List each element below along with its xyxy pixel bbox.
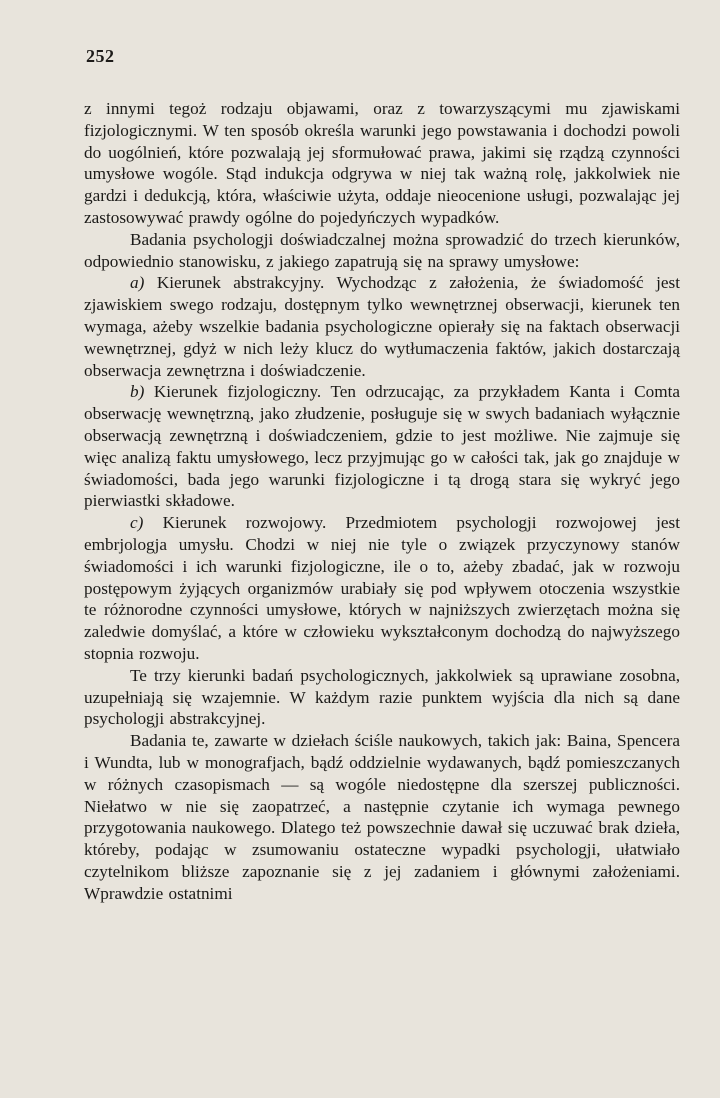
list-label-b: b) xyxy=(130,382,145,402)
body-text xyxy=(84,98,680,904)
paragraph-text: Kierunek abstrakcyjny. Wychodząc z założenia, że świadomość jest zjawiskiem swego rodzaju, dostępnym tylko wewnętrznej obserwacji, kierunek ten wymaga, ażeby wszelkie badania psychologiczne opierały się na faktach obserwacji wewnętrznej, gdyż w nich leży klucz do wytłumaczenia faktów, jakich dostarczają obserwacja zewnętrzna i doświadczenie. xyxy=(84,273,680,380)
paragraph-developmental-direction xyxy=(84,512,680,665)
list-label-a: a) xyxy=(130,273,145,293)
page-number: 252 xyxy=(86,46,115,66)
paragraph-abstract-direction xyxy=(84,272,680,381)
paragraph-research-works: Badania te, zawarte w dziełach ściśle naukowych, takich jak: Baina, Spencera i Wundta, lub w monografjach, bądź oddzielnie wydawanych, bądź pomieszczanych w różnych czasopismach — są wogóle niedostępne dla szerszej publiczności. Niełatwo w nie się zaopatrzeć, a następnie czytanie ich wymaga pewnego przygotowania naukowego. Dlatego też powszechnie dawał się uczuwać brak dzieła, któreby, podając w zsumowaniu ostateczne wypadki psychologji, ułatwiało czytelnikom bliższe zapoznanie się z jej zadaniem i głównymi założeniami. Wprawdzie ostatnimi xyxy=(84,731,680,903)
paragraph-three-directions: Te trzy kierunki badań psychologicznych, jakkolwiek są uprawiane zosobna, uzupełniają się wzajemnie. W każdym razie punktem wyjścia dla nich są dane psychologji abstrakcyjnej. xyxy=(84,665,680,729)
paragraph-text: Kierunek fizjologiczny. Ten odrzucając, za przykładem Kanta i Comta obserwację wewnętrzną, jako złudzenie, posługuje się w swych badaniach wyłącznie obserwacją zewnętrzną i doświadczeniem, gdzie to jest możliwe. Nie zajmuje się więc analizą faktu umysłowego, lecz przyjmując go w całości tak, jak go znajduje w świadomości, bada jego warunki fizjologiczne i tą drogą stara się wykryć jego pierwiastki składowe. xyxy=(84,382,680,511)
list-label-c: c) xyxy=(130,513,144,533)
paragraph-continued: z innymi tegoż rodzaju objawami, oraz z towarzyszącymi mu zjawiskami fizjologicznymi. W ten sposób określa warunki jego powstawania i dochodzi powoli do uogólnień, które pozwalają jej sformułować prawa, jakimi się rządzą czynności umysłowe wogóle. Stąd indukcja odgrywa w niej tak ważną rolę, jakkolwiek nie gardzi i dedukcją, która, właściwie użyta, oddaje nieocenione usługi, pozwalając jej zastosowywać prawdy ogólne do pojedyńczych wypadków. xyxy=(84,99,680,227)
paragraph-physiological-direction xyxy=(84,381,680,512)
paragraph-text: Kierunek rozwojowy. Przedmiotem psychologji rozwojowej jest embrjologja umysłu. Chodzi w niej nie tyle o związek przyczynowy stanów świadomości i ich warunki fizjologiczne, ile o to, ażeby zbadać, jak w rozwoju postępowym żyjących organizmów urabiały się pod wpływem otoczenia wszystkie te różnorodne czynności umysłowe, których w najniższych zwierzętach można się zaledwie domyślać, a które w człowieku wykształconym dochodzą do najwyższego stopnia rozwoju. xyxy=(84,513,680,663)
paragraph-intro-directions: Badania psychologji doświadczalnej można sprowadzić do trzech kierunków, odpowiednio stanowisku, z jakiego zapatrują się na sprawy umysłowe: xyxy=(84,229,680,271)
